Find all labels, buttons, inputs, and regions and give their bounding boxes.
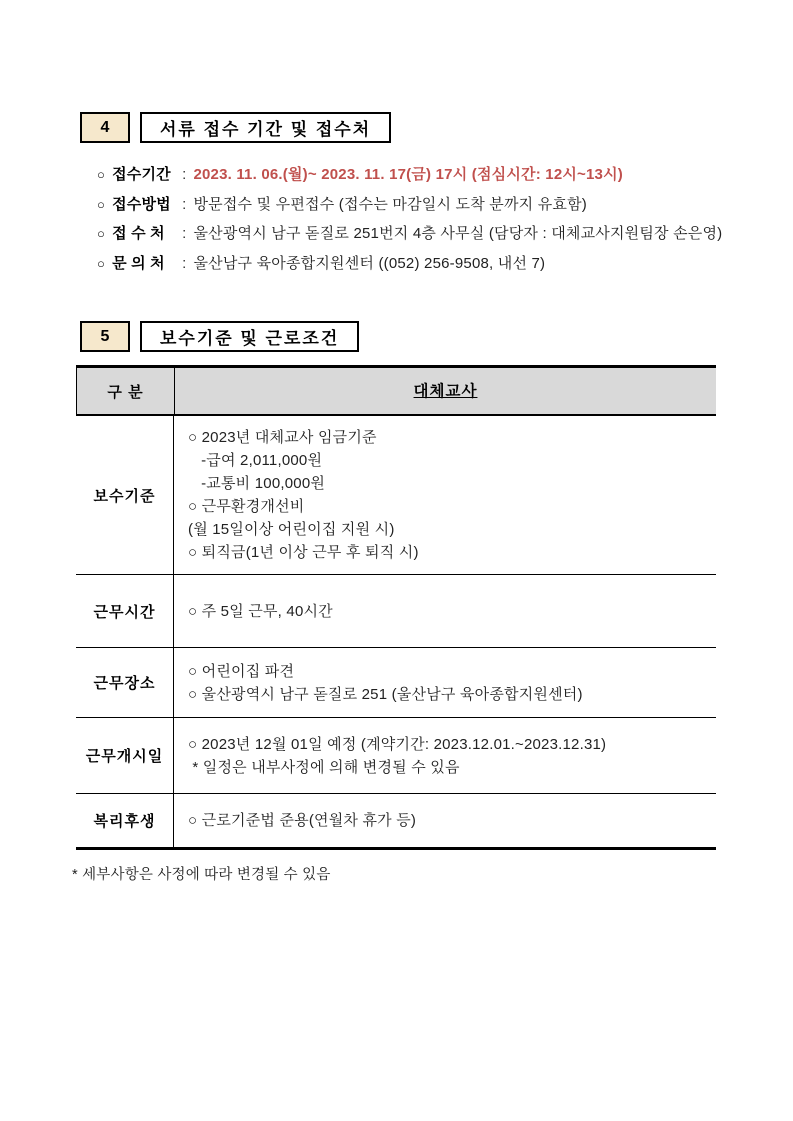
table-row-start-date [76, 717, 716, 793]
application-period-value: 2023. 11. 06.(월)~ 2023. 11. 17(금) 17시 (점심시간: 12시~13시) [193, 166, 623, 183]
application-method-label: 접수방법 [112, 195, 171, 213]
inquiry-contact-item [97, 249, 717, 279]
circle-bullet-icon: ○ [97, 196, 106, 212]
colon-separator: : [182, 225, 187, 242]
working-conditions-table [76, 365, 716, 850]
welfare-line: ○ 근로기준법 준용(연월차 휴가 등) [188, 812, 417, 829]
section-4-info-list [76, 160, 723, 278]
inquiry-contact-value: 울산남구 육아종합지원센터 ((052) 256-9508, 내선 7) [193, 254, 546, 272]
table-header-row [76, 368, 716, 416]
colon-separator: : [182, 254, 187, 272]
circle-bullet-icon: ○ [97, 226, 106, 241]
inquiry-contact-label: 문 의 처 [112, 254, 165, 272]
start-date-line: ○ 2023년 12월 01일 예정 (계약기간: 2023.12.01.~2023.12.31) [188, 735, 607, 753]
pay-standard-content [173, 416, 716, 574]
table-row-working-hours [76, 574, 716, 647]
pay-line: -급여 2,011,000원 [188, 452, 323, 469]
section-4-number-badge [80, 112, 130, 143]
application-method-item [97, 190, 717, 220]
welfare-content [173, 794, 716, 847]
submission-place-label: 접 수 처 [112, 225, 165, 242]
pay-standard-label: 보수기준 [93, 487, 156, 505]
pay-line: (월 15일이상 어린이집 지원 시) [188, 521, 395, 538]
working-hours-content [173, 575, 716, 647]
circle-bullet-icon: ○ [97, 255, 106, 271]
section-5-title: 보수기준 및 근로조건 [160, 329, 340, 348]
substitute-teacher-header-text: 대체교사 [413, 382, 478, 400]
working-hours-line: ○ 주 5일 근무, 40시간 [188, 602, 333, 620]
application-method-value: 방문접수 및 우편접수 (접수는 마감일시 도착 분까지 유효함) [193, 195, 587, 213]
column-header-category: 구 분 [107, 383, 144, 401]
work-place-label: 근무장소 [93, 675, 156, 692]
start-date-label: 근무개시일 [85, 748, 164, 765]
start-date-content [173, 718, 716, 793]
application-period-label: 접수기간 [112, 166, 171, 183]
section-4-title: 서류 접수 기간 및 접수처 [160, 120, 372, 139]
application-period-item [97, 160, 717, 190]
footnote: * 세부사항은 사정에 따라 변경될 수 있음 [72, 867, 331, 883]
pay-line: ○ 2023년 대체교사 임금기준 [188, 429, 377, 446]
work-place-line: ○ 어린이집 파견 [188, 662, 295, 680]
section-4-number: 4 [100, 118, 110, 136]
pay-line: -교통비 100,000원 [188, 475, 326, 492]
submission-place-value: 울산광역시 남구 돋질로 251번지 4층 사무실 (담당자 : 대체교사지원팀장 손은영) [193, 225, 723, 242]
section-5-number-badge [80, 321, 130, 352]
colon-separator: : [182, 195, 187, 213]
pay-line: ○ 근무환경개선비 [188, 498, 305, 515]
pay-line: ○ 퇴직금(1년 이상 근무 후 퇴직 시) [188, 544, 419, 561]
welfare-label: 복리후생 [93, 813, 156, 830]
table-row-work-place [76, 647, 716, 717]
table-row-pay-standard [76, 416, 716, 574]
colon-separator: : [182, 166, 187, 183]
section-5-header [80, 321, 717, 352]
section-5 [72, 321, 717, 884]
section-4-header [80, 112, 717, 143]
section-5-title-box [140, 321, 359, 352]
work-place-content [173, 648, 716, 717]
section-4-title-box [140, 112, 391, 143]
section-5-number: 5 [100, 327, 110, 345]
circle-bullet-icon: ○ [97, 167, 106, 182]
working-hours-label: 근무시간 [93, 603, 156, 621]
work-place-line: ○ 울산광역시 남구 돋질로 251 (울산남구 육아종합지원센터) [188, 685, 583, 703]
start-date-line: * 일정은 내부사정에 의해 변경될 수 있음 [188, 758, 460, 776]
table-row-welfare [76, 793, 716, 847]
submission-place-item [97, 219, 723, 249]
column-header-substitute-teacher [174, 368, 716, 414]
